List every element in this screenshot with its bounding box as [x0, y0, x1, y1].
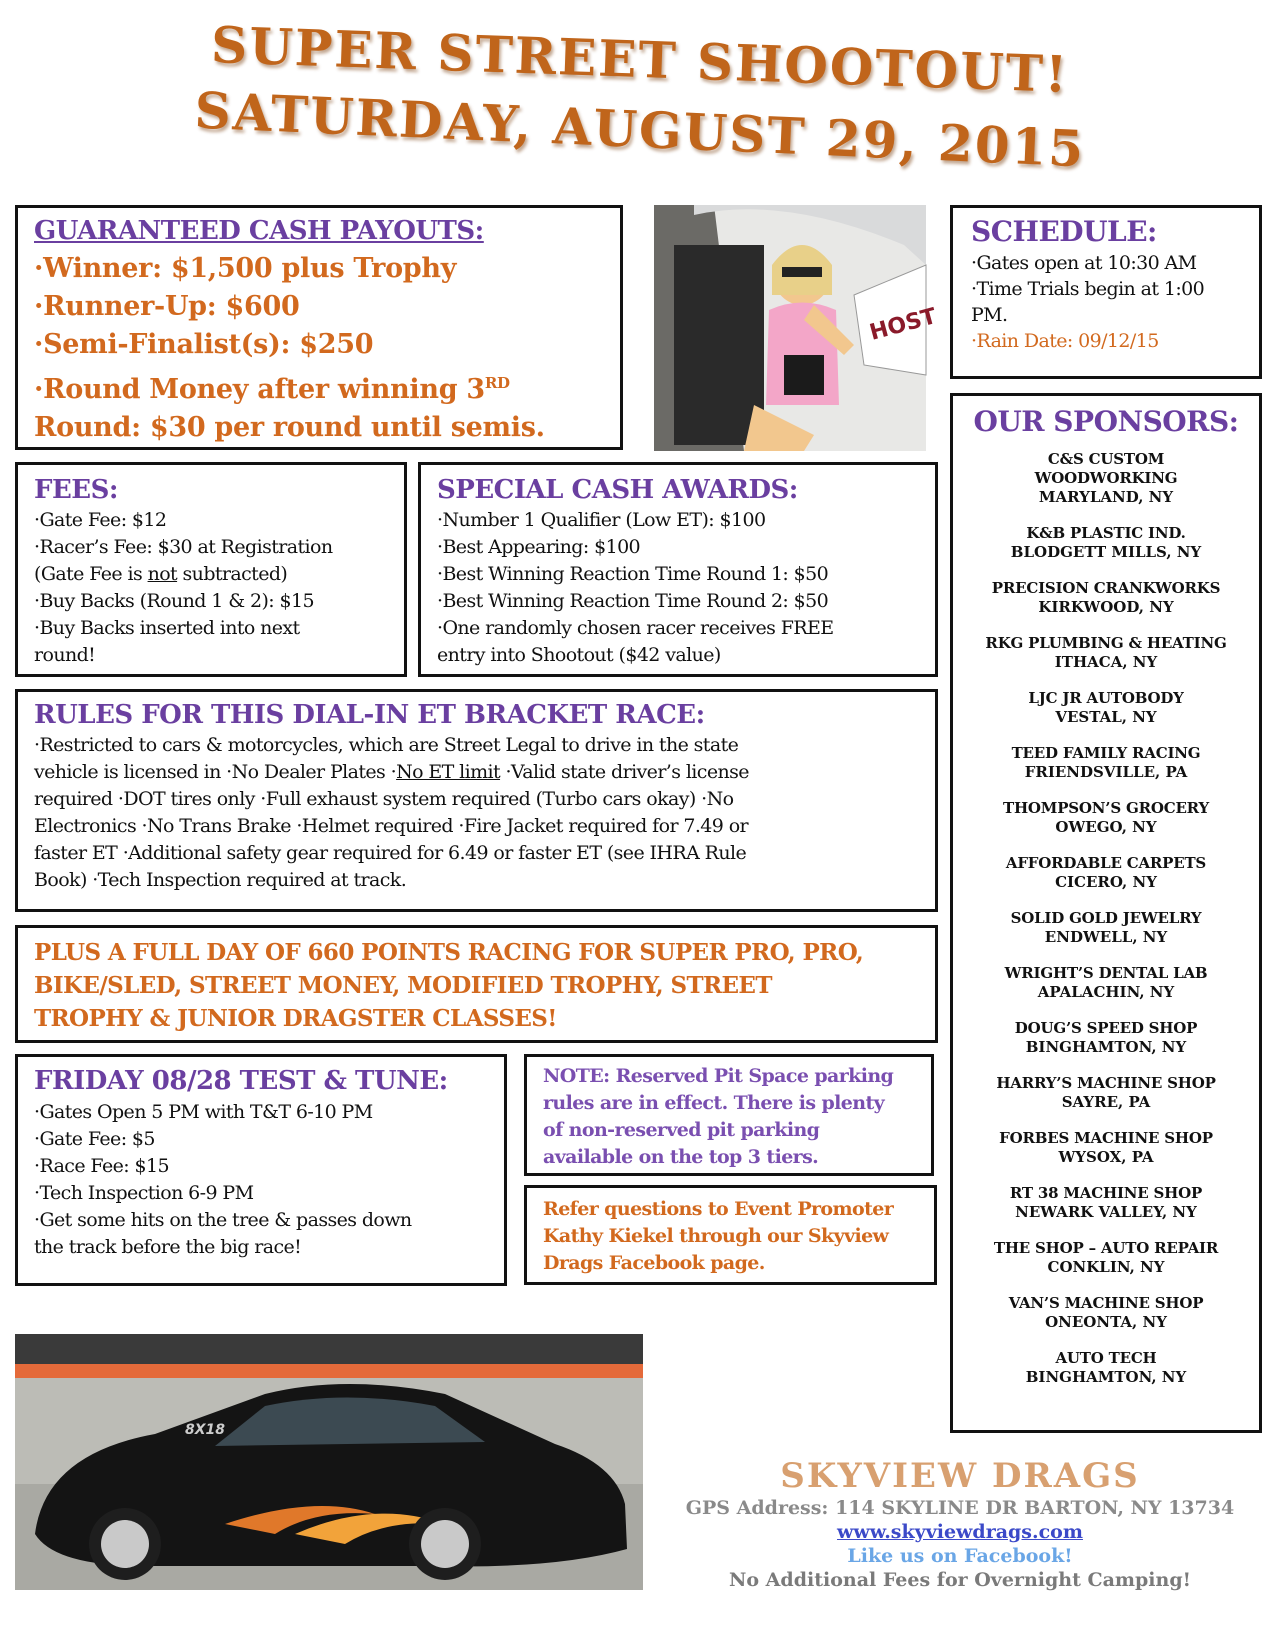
sponsor-name: THOMPSON’S GROCERY — [1003, 799, 1209, 817]
fees-heading: FEES: — [34, 475, 118, 505]
sponsor-name: TEED FAMILY RACING — [1011, 744, 1201, 762]
points-racing-box — [15, 925, 938, 1043]
payout-round-rate: Round: $30 per round until semis. — [34, 412, 545, 443]
note-line-1: NOTE: Reserved Pit Space parking — [543, 1065, 894, 1087]
friday-race-fee: ·Race Fee: $15 — [34, 1155, 169, 1177]
awards-box — [418, 462, 938, 677]
payouts-box — [15, 205, 623, 450]
schedule-trials: ·Time Trials begin at 1:00 — [971, 278, 1205, 300]
sponsor-location: KIRKWOOD, NY — [1038, 598, 1174, 616]
sponsor-location: OWEGO, NY — [1055, 818, 1157, 836]
award-rt-round2: ·Best Winning Reaction Time Round 2: $50 — [437, 590, 829, 612]
rules-line-2a: vehicle is licensed in ·No Dealer Plates · — [34, 761, 397, 783]
sponsor-name: WRIGHT’S DENTAL LAB — [1004, 964, 1208, 982]
sponsor-item — [959, 909, 1253, 947]
sponsor-location: MARYLAND, NY — [1038, 488, 1174, 506]
rules-no-et-limit: No ET limit — [396, 761, 501, 783]
fee-racer: ·Racer’s Fee: $30 at Registration — [34, 536, 333, 558]
sponsor-location: WYSOX, PA — [1058, 1148, 1154, 1166]
sponsor-location: CONKLIN, NY — [1047, 1258, 1165, 1276]
sponsor-item — [959, 450, 1253, 507]
rules-line-5: faster ET ·Additional safety gear required for 6.49 or faster ET (see IHRA Rule — [34, 842, 747, 864]
sponsor-location: CICERO, NY — [1055, 873, 1157, 891]
sponsor-item — [959, 1019, 1253, 1057]
award-random: ·One randomly chosen racer receives FREE — [437, 617, 834, 639]
car-number-text: 8X18 — [185, 1422, 226, 1438]
sponsor-name: DOUG’S SPEED SHOP — [1014, 1019, 1198, 1037]
award-rt-round1: ·Best Winning Reaction Time Round 1: $50 — [437, 563, 829, 585]
fee-buybacks: ·Buy Backs (Round 1 & 2): $15 — [34, 590, 314, 612]
sponsor-item — [959, 1129, 1253, 1167]
sponsor-name: AFFORDABLE CARPETS — [1005, 854, 1207, 872]
fee-gate: ·Gate Fee: $12 — [34, 509, 167, 531]
friday-hits: ·Get some hits on the tree & passes down — [34, 1209, 412, 1231]
sponsor-name: RT 38 MACHINE SHOP — [1009, 1184, 1203, 1202]
sponsor-location: SAYRE, PA — [1061, 1093, 1151, 1111]
rules-box — [15, 689, 938, 912]
points-racing-line-1: PLUS A FULL DAY OF 660 POINTS RACING FOR SUPER PRO, PRO, — [34, 939, 864, 966]
note-line-4: available on the top 3 tiers. — [543, 1146, 819, 1168]
refer-line-3: Drags Facebook page. — [543, 1252, 765, 1274]
sponsor-location: VESTAL, NY — [1055, 708, 1157, 726]
schedule-trials-pm: PM. — [971, 304, 1008, 326]
rules-line-2c: ·Valid state driver’s license — [500, 761, 749, 783]
payout-round-money — [34, 364, 620, 409]
page-title-line1: SUPER STREET SHOOTOUT! — [210, 15, 1070, 104]
sponsor-location: ONEONTA, NY — [1045, 1313, 1167, 1331]
schedule-heading: SCHEDULE: — [971, 215, 1157, 248]
sponsor-name: HARRY’S MACHINE SHOP — [996, 1074, 1216, 1092]
rules-heading: RULES FOR THIS DIAL-IN ET BRACKET RACE: — [34, 700, 705, 730]
sponsors-heading: OUR SPONSORS: — [973, 405, 1239, 438]
sponsor-item — [959, 1184, 1253, 1222]
footer-website-link[interactable]: www.skyviewdrags.com — [837, 1521, 1083, 1543]
payout-winner: ·Winner: $1,500 plus Trophy — [34, 253, 457, 284]
note-line-3: of non-reserved pit parking — [543, 1119, 820, 1141]
sponsor-location: APALACHIN, NY — [1037, 983, 1175, 1001]
awards-heading: SPECIAL CASH AWARDS: — [437, 475, 798, 505]
sponsor-name: SOLID GOLD JEWELRY — [1010, 909, 1202, 927]
friday-heading: FRIDAY 08/28 TEST & TUNE: — [34, 1066, 448, 1096]
sponsor-location: ITHACA, NY — [1054, 653, 1158, 671]
sponsor-name: AUTO TECH — [1055, 1349, 1157, 1367]
schedule-rain-date: ·Rain Date: 09/12/15 — [971, 330, 1159, 352]
friday-gate-fee: ·Gate Fee: $5 — [34, 1128, 155, 1150]
sponsor-location: NEWARK VALLEY, NY — [1015, 1203, 1197, 1221]
footer-facebook[interactable]: Like us on Facebook! — [847, 1545, 1073, 1567]
rules-line-6: Book) ·Tech Inspection required at track. — [34, 869, 407, 891]
sponsor-item — [959, 1349, 1253, 1387]
sponsor-name: FORBES MACHINE SHOP — [999, 1129, 1213, 1147]
sponsors-list — [959, 450, 1253, 1387]
sponsor-item — [959, 799, 1253, 837]
points-racing-line-3: TROPHY & JUNIOR DRAGSTER CLASSES! — [34, 1005, 557, 1032]
refer-line-2: Kathy Kiekel through our Skyview — [543, 1225, 889, 1247]
friday-tech: ·Tech Inspection 6-9 PM — [34, 1182, 254, 1204]
sponsor-item — [959, 854, 1253, 892]
page-title-line2: SATURDAY, AUGUST 29, 2015 — [193, 80, 1087, 179]
sponsor-name: K&B PLASTIC IND. — [1026, 524, 1186, 542]
sponsor-item — [959, 1074, 1253, 1112]
sponsor-location: BINGHAMTON, NY — [1025, 1038, 1187, 1056]
footer-gps: GPS Address: 114 SKYLINE DR BARTON, NY 13734 — [685, 1497, 1235, 1519]
rules-line-3: required ·DOT tires only ·Full exhaust system required (Turbo cars okay) ·No — [34, 788, 734, 810]
sponsor-name: C&S CUSTOM — [1047, 450, 1165, 468]
rules-line-4: Electronics ·No Trans Brake ·Helmet required ·Fire Jacket required for 7.49 or — [34, 815, 749, 837]
fee-gate-note-b: subtracted) — [177, 563, 288, 585]
award-qualifier: ·Number 1 Qualifier (Low ET): $100 — [437, 509, 766, 531]
race-car-graphic — [15, 1334, 643, 1590]
sponsor-name: PRECISION CRANKWORKS — [991, 579, 1221, 597]
rules-line-2 — [34, 759, 935, 786]
friday-gates: ·Gates Open 5 PM with T&T 6-10 PM — [34, 1101, 373, 1123]
payout-round-sup: RD — [484, 374, 510, 392]
footer-brand: SKYVIEW DRAGS — [780, 1456, 1140, 1496]
driver-photo — [654, 205, 940, 451]
footer-camping: No Additional Fees for Overnight Camping! — [729, 1569, 1191, 1591]
note-box — [524, 1054, 934, 1176]
sponsor-name-2: WOODWORKING — [1034, 469, 1178, 487]
sponsor-name: VAN’S MACHINE SHOP — [1008, 1294, 1204, 1312]
fees-box — [15, 462, 407, 677]
refer-box — [524, 1185, 937, 1285]
sponsors-box — [950, 393, 1262, 1433]
race-car-photo — [15, 1334, 643, 1590]
sponsor-item — [959, 964, 1253, 1002]
driver-photo-graphic — [654, 205, 940, 451]
award-random-value: entry into Shootout ($42 value) — [437, 644, 721, 666]
fee-gate-note-a: (Gate Fee is — [34, 563, 148, 585]
refer-line-1: Refer questions to Event Promoter — [543, 1198, 894, 1220]
award-appearing: ·Best Appearing: $100 — [437, 536, 641, 558]
car-decal-text: HOST — [867, 304, 940, 346]
footer — [650, 1456, 1270, 1592]
sponsor-name: LJC JR AUTOBODY — [1028, 689, 1184, 707]
sponsor-item — [959, 744, 1253, 782]
fee-gate-note-not: not — [147, 563, 178, 585]
sponsor-item — [959, 1239, 1253, 1277]
sponsor-location: ENDWELL, NY — [1044, 928, 1168, 946]
payout-semi: ·Semi-Finalist(s): $250 — [34, 329, 374, 360]
sponsor-location: FRIENDSVILLE, PA — [1024, 763, 1188, 781]
fee-buybacks-round: round! — [34, 644, 96, 666]
note-line-2: rules are in effect. There is plenty — [543, 1092, 885, 1114]
rules-line-1: ·Restricted to cars & motorcycles, which are Street Legal to drive in the state — [34, 734, 739, 756]
sponsor-item — [959, 634, 1253, 672]
sponsor-item — [959, 689, 1253, 727]
sponsor-name: THE SHOP – AUTO REPAIR — [993, 1239, 1219, 1257]
payout-round-money-text: ·Round Money after winning 3 — [34, 374, 485, 405]
fee-buybacks-insert: ·Buy Backs inserted into next — [34, 617, 300, 639]
fee-gate-note — [34, 561, 404, 588]
sponsor-item — [959, 1294, 1253, 1332]
payout-runner-up: ·Runner-Up: $600 — [34, 291, 300, 322]
sponsor-name: RKG PLUMBING & HEATING — [985, 634, 1227, 652]
sponsor-item — [959, 524, 1253, 562]
schedule-gates: ·Gates open at 10:30 AM — [971, 252, 1197, 274]
friday-hits-2: the track before the big race! — [34, 1236, 302, 1258]
sponsor-item — [959, 579, 1253, 617]
schedule-box — [950, 205, 1262, 379]
points-racing-line-2: BIKE/SLED, STREET MONEY, MODIFIED TROPHY, STREET — [34, 972, 772, 999]
payouts-heading: GUARANTEED CASH PAYOUTS: — [34, 216, 484, 246]
friday-box — [15, 1054, 507, 1286]
sponsor-location: BINGHAMTON, NY — [1025, 1368, 1187, 1386]
sponsor-location: BLODGETT MILLS, NY — [1010, 543, 1202, 561]
